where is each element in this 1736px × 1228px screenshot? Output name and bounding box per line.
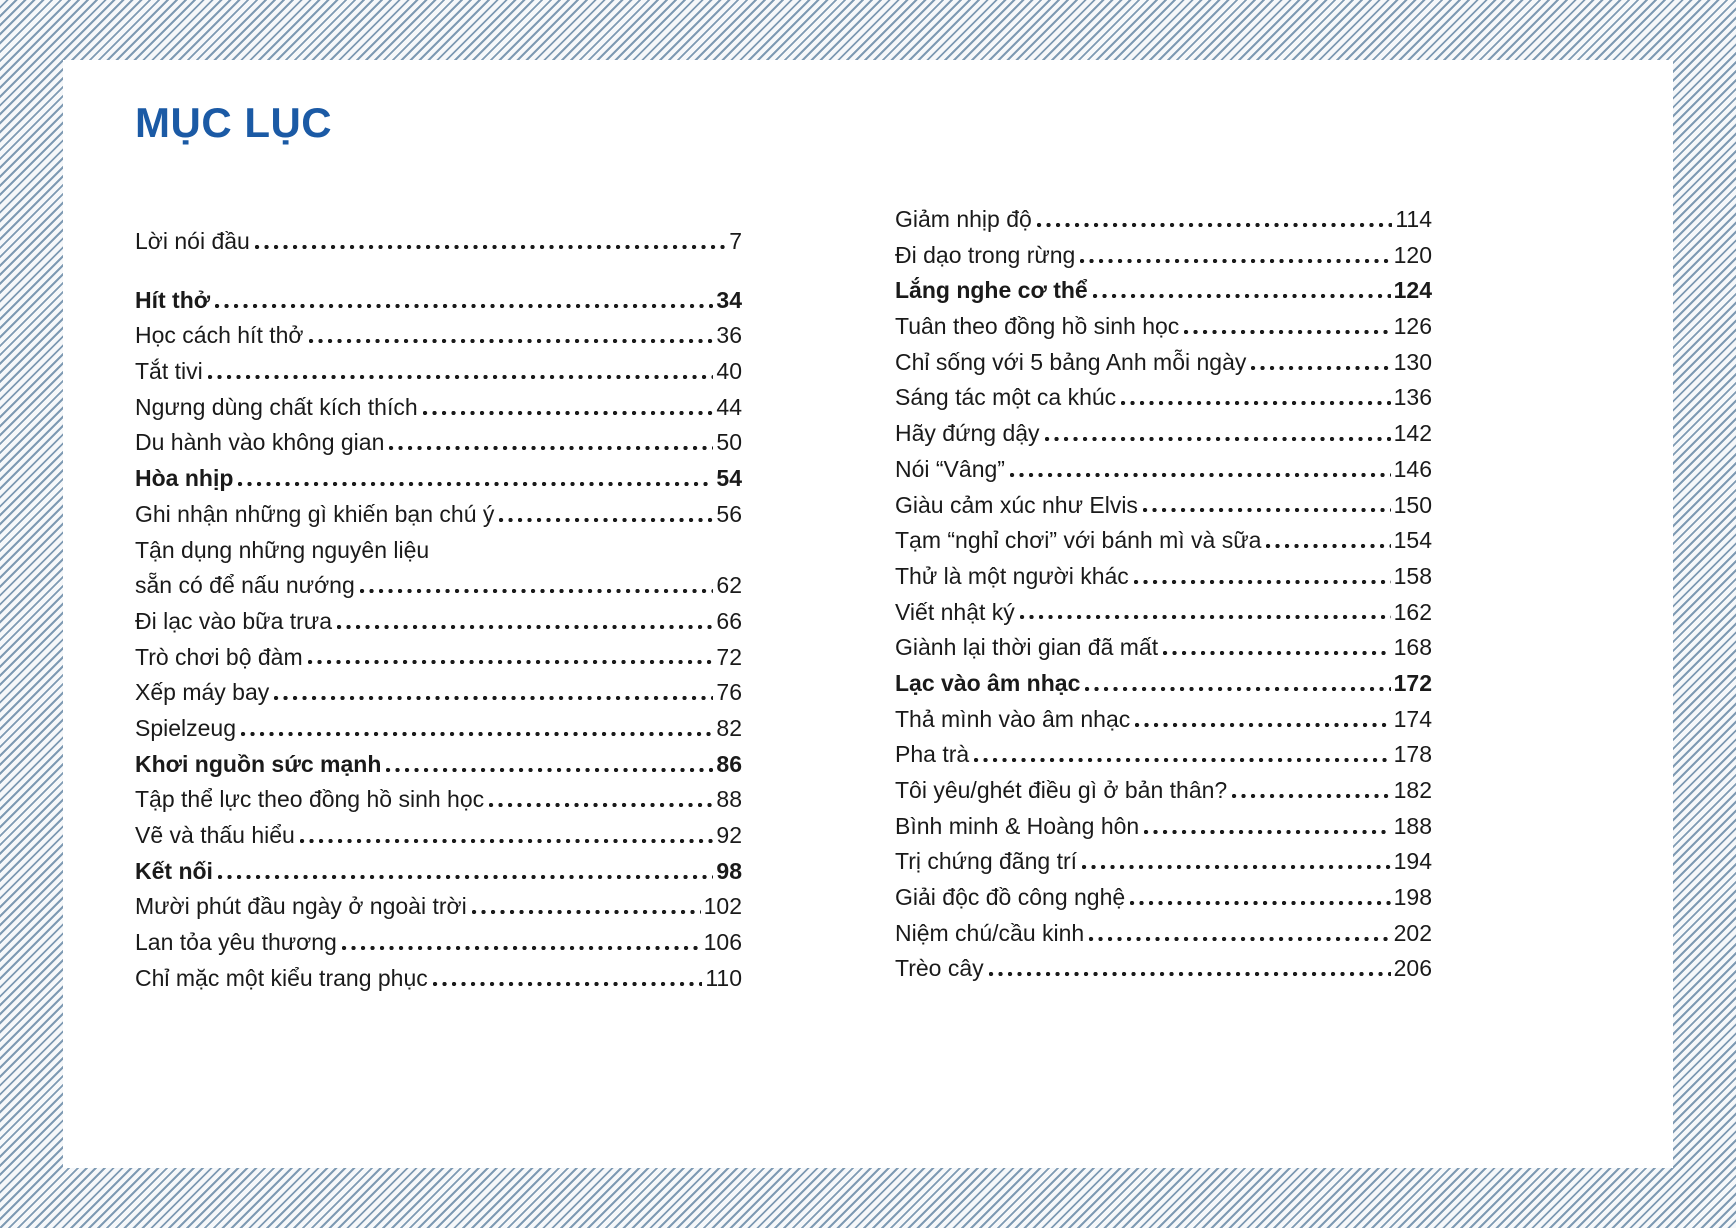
toc-entry-label: Hít thở (135, 286, 211, 313)
toc-page-number: 34 (716, 286, 742, 313)
toc-entry-label: sẵn có để nấu nướng (135, 572, 355, 599)
toc-dot-leader (1135, 723, 1390, 727)
toc-entry (135, 348, 742, 384)
toc-page-number: 82 (716, 714, 742, 741)
toc-dot-leader (386, 768, 713, 772)
toc-entry-label: Bình minh & Hoàng hôn (895, 812, 1140, 839)
toc-page-number: 66 (716, 607, 742, 634)
toc-entry-label: Đi lạc vào bữa trưa (135, 607, 332, 634)
page-title: MỤC LỤC (135, 99, 333, 146)
toc-entry-label: Khơi nguồn sức mạnh (135, 750, 382, 777)
toc-entry (135, 277, 742, 313)
toc-page-number: 110 (705, 964, 742, 991)
toc-entry (135, 741, 742, 777)
toc-page-number: 194 (1393, 848, 1432, 875)
toc-entry (895, 839, 1432, 875)
toc-entry (135, 919, 742, 955)
toc-page-number: 40 (716, 358, 742, 385)
toc-entry-label: Thử là một người khác (895, 562, 1129, 589)
toc-entry-continued (135, 527, 742, 563)
toc-dot-leader (255, 245, 726, 249)
toc-entry (895, 946, 1432, 982)
toc-page-number: 168 (1393, 634, 1432, 661)
toc-dot-leader (1020, 615, 1391, 619)
toc-entry-label: Lời nói đầu (135, 228, 250, 255)
toc-dot-leader (1010, 473, 1391, 477)
toc-entry (135, 705, 742, 741)
toc-column-left (135, 218, 742, 990)
toc-page-number: 56 (716, 500, 742, 527)
toc-entry-label: Trị chứng đãng trí (895, 848, 1078, 875)
toc-page-number: 50 (716, 429, 742, 456)
toc-page-number: 76 (716, 679, 742, 706)
toc-page-number: 158 (1393, 562, 1432, 589)
toc-entry (135, 384, 742, 420)
toc-dot-leader (974, 758, 1390, 762)
toc-dot-leader (1144, 830, 1390, 834)
toc-page-number: 150 (1393, 491, 1432, 518)
toc-entry (895, 910, 1432, 946)
toc-dot-leader (208, 375, 714, 379)
toc-page-number: 88 (716, 786, 742, 813)
toc-dot-leader (1134, 580, 1391, 584)
toc-dot-leader (1121, 401, 1390, 405)
toc-page-number: 72 (716, 643, 742, 670)
toc-column-right (895, 196, 1432, 981)
toc-entry (895, 589, 1432, 625)
toc-entry (895, 410, 1432, 446)
toc-page-number: 146 (1393, 455, 1432, 482)
toc-dot-leader (309, 339, 714, 343)
toc-page-number: 54 (716, 465, 742, 492)
toc-entry (135, 455, 742, 491)
toc-entry-label: Niệm chú/cầu kinh (895, 919, 1085, 946)
toc-entry (895, 803, 1432, 839)
toc-dot-leader (1085, 687, 1390, 691)
toc-entry (895, 553, 1432, 589)
toc-dot-leader (308, 660, 714, 664)
toc-page-number: 182 (1393, 777, 1432, 804)
toc-page-number: 206 (1393, 955, 1432, 982)
toc-entry-label: Ngưng dùng chất kích thích (135, 393, 418, 420)
toc-entry (895, 196, 1432, 232)
toc-entry-label: Sáng tác một ca khúc (895, 384, 1117, 411)
toc-dot-leader (423, 411, 714, 415)
toc-entry (135, 598, 742, 634)
toc-entry (895, 732, 1432, 768)
toc-page-number: 154 (1393, 527, 1432, 554)
toc-page-number: 130 (1393, 348, 1432, 375)
toc-entry-label: Giảm nhịp độ (895, 206, 1032, 233)
toc-dot-leader (389, 446, 713, 450)
toc-dot-leader (274, 696, 713, 700)
toc-entry (135, 313, 742, 349)
toc-entry-label: Lạc vào âm nhạc (895, 669, 1081, 696)
toc-dot-leader (433, 982, 703, 986)
toc-entry-label: Tạm “nghỉ chơi” với bánh mì và sữa (895, 527, 1262, 554)
toc-dot-leader (489, 803, 713, 807)
toc-entry-label: Lan tỏa yêu thương (135, 929, 337, 956)
toc-dot-leader (218, 875, 713, 879)
toc-dot-leader (472, 910, 701, 914)
toc-dot-leader (1232, 794, 1390, 798)
toc-dot-leader (1089, 937, 1390, 941)
toc-entry-label: Chỉ mặc một kiểu trang phục (135, 964, 428, 991)
toc-entry-label: Xếp máy bay (135, 679, 270, 706)
toc-entry-label: Chỉ sống với 5 bảng Anh mỗi ngày (895, 348, 1247, 375)
toc-dot-leader (1037, 223, 1393, 227)
toc-entry-label: Tôi yêu/ghét điều gì ở bản thân? (895, 777, 1228, 804)
toc-entry (895, 339, 1432, 375)
toc-page-number: 142 (1393, 420, 1432, 447)
toc-page-number: 86 (716, 750, 742, 777)
toc-entry-label: Tận dụng những nguyên liệu (135, 536, 430, 563)
toc-entry (895, 624, 1432, 660)
toc-entry (895, 874, 1432, 910)
toc-entry-label: Giàu cảm xúc như Elvis (895, 491, 1138, 518)
toc-entry-label: Giải độc đồ công nghệ (895, 884, 1126, 911)
toc-entry (135, 562, 742, 598)
toc-page-number: 92 (716, 822, 742, 849)
toc-dot-leader (1080, 259, 1390, 263)
toc-page-number: 102 (703, 893, 742, 920)
toc-page-number: 162 (1393, 598, 1432, 625)
toc-entry-label: Du hành vào không gian (135, 429, 385, 456)
toc-page-number: 7 (729, 228, 742, 255)
toc-entry-label: Lắng nghe cơ thể (895, 277, 1088, 304)
toc-entry-label: Viết nhật ký (895, 598, 1015, 625)
toc-page-number: 136 (1393, 384, 1432, 411)
toc-page-number: 120 (1393, 241, 1432, 268)
toc-page-number: 202 (1393, 919, 1432, 946)
toc-entry-label: Thả mình vào âm nhạc (895, 705, 1131, 732)
toc-page-number: 174 (1393, 705, 1432, 732)
toc-entry (135, 848, 742, 884)
toc-entry (135, 491, 742, 527)
toc-dot-leader (215, 304, 713, 308)
toc-entry (895, 767, 1432, 803)
toc-dot-leader (342, 946, 701, 950)
toc-page-number: 36 (716, 322, 742, 349)
toc-entry-label: Trèo cây (895, 955, 984, 982)
toc-dot-leader (499, 518, 713, 522)
toc-entry (135, 812, 742, 848)
toc-entry (895, 268, 1432, 304)
toc-entry-label: Ghi nhận những gì khiến bạn chú ý (135, 500, 495, 527)
toc-dot-leader (238, 482, 713, 486)
toc-entry-label: Tuân theo đồng hồ sinh học (895, 313, 1180, 340)
toc-dot-leader (1163, 651, 1391, 655)
toc-page-number: 126 (1393, 313, 1432, 340)
toc-entry (135, 218, 742, 254)
toc-page-number: 124 (1393, 277, 1432, 304)
toc-dot-leader (300, 839, 714, 843)
toc-dot-leader (1045, 437, 1391, 441)
toc-entry-label: Tập thể lực theo đồng hồ sinh học (135, 786, 485, 813)
toc-entry-label: Hòa nhịp (135, 465, 234, 492)
toc-page-number: 44 (716, 393, 742, 420)
toc-entry (895, 375, 1432, 411)
toc-entry (135, 955, 742, 991)
toc-entry (135, 884, 742, 920)
toc-dot-leader (1082, 865, 1391, 869)
toc-page-number: 106 (703, 929, 742, 956)
toc-page-number: 98 (716, 857, 742, 884)
toc-entry-label: Đi dạo trong rừng (895, 241, 1076, 268)
toc-page-number: 198 (1393, 884, 1432, 911)
toc-entry-label: Học cách hít thở (135, 322, 304, 349)
toc-dot-leader (1266, 544, 1390, 548)
toc-entry-label: Pha trà (895, 741, 970, 768)
toc-dot-leader (1143, 508, 1391, 512)
toc-dot-leader (1251, 366, 1390, 370)
toc-entry-label: Vẽ và thấu hiểu (135, 822, 295, 849)
toc-columns (135, 196, 1601, 990)
toc-entry (895, 482, 1432, 518)
toc-entry-label: Tắt tivi (135, 358, 203, 385)
toc-entry (895, 446, 1432, 482)
toc-entry (135, 669, 742, 705)
toc-page-number: 178 (1393, 741, 1432, 768)
toc-entry (135, 634, 742, 670)
toc-entry-label: Hãy đứng dậy (895, 420, 1040, 447)
toc-entry (135, 420, 742, 456)
toc-entry-label: Spielzeug (135, 714, 237, 741)
toc-dot-leader (1184, 330, 1390, 334)
toc-page-number: 114 (1395, 206, 1432, 233)
toc-entry-label: Kết nối (135, 857, 213, 884)
toc-entry (135, 777, 742, 813)
toc-dot-leader (337, 625, 713, 629)
toc-dot-leader (1093, 294, 1391, 298)
toc-dot-leader (360, 589, 714, 593)
toc-entry (895, 517, 1432, 553)
toc-page-number: 62 (716, 572, 742, 599)
toc-dot-leader (241, 732, 713, 736)
toc-entry-label: Mười phút đầu ngày ở ngoài trời (135, 893, 467, 920)
toc-entry-label: Nói “Vâng” (895, 455, 1005, 482)
toc-entry (895, 232, 1432, 268)
toc-page-number: 188 (1393, 812, 1432, 839)
toc-entry (895, 303, 1432, 339)
book-page (63, 60, 1673, 1168)
toc-page-number: 172 (1393, 669, 1432, 696)
toc-dot-leader (1130, 901, 1390, 905)
toc-entry (895, 696, 1432, 732)
toc-entry-label: Trò chơi bộ đàm (135, 643, 303, 670)
toc-entry (895, 660, 1432, 696)
toc-dot-leader (989, 972, 1391, 976)
toc-entry-label: Giành lại thời gian đã mất (895, 634, 1159, 661)
